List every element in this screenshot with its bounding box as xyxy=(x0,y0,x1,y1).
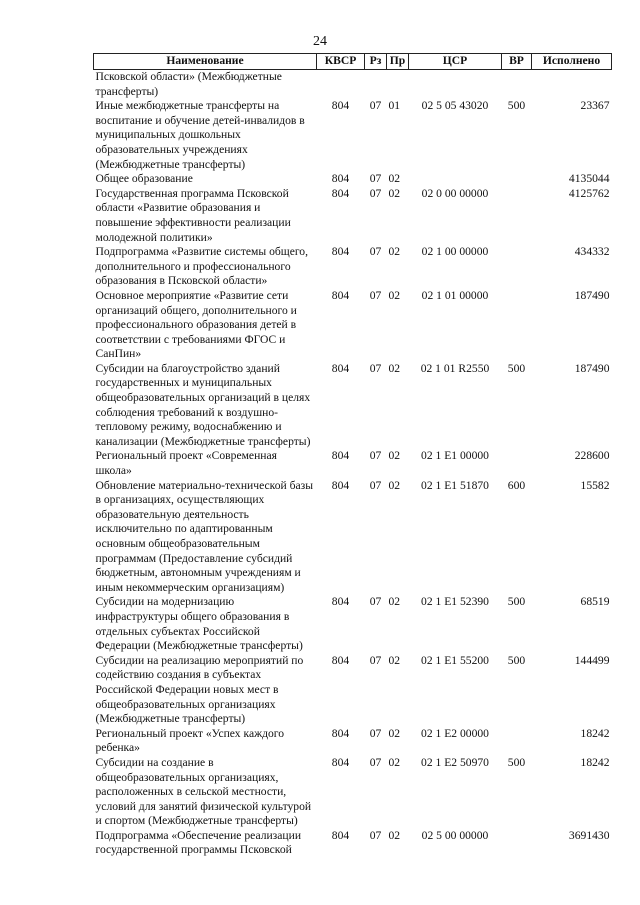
cell-pr: 02 xyxy=(388,478,401,492)
cell-pr: 02 xyxy=(388,361,401,375)
cell-vr xyxy=(502,245,532,289)
cell-amount: 434332 xyxy=(574,245,610,259)
cell-rz: 07 xyxy=(369,653,382,667)
cell-pr: 02 xyxy=(388,172,401,186)
cell-name: Субсидии на реализацию мероприятий по содействию создания в субъектах Российской Федерации новых мест в общеобразовательных организациях (Межбюджетные трансферты) xyxy=(95,653,304,726)
cell-vr: 600 xyxy=(507,478,526,492)
cell-name: Государственная программа Псковской области «Развитие образования и повышение эффективности реализации молодежной политики» xyxy=(95,186,291,244)
cell-rz: 07 xyxy=(369,595,382,609)
cell-rz: 07 xyxy=(369,361,382,375)
cell-csr xyxy=(409,172,502,187)
table-row xyxy=(94,70,612,100)
cell-csr: 02 1 01 00000 xyxy=(421,288,489,302)
cell-amount: 68519 xyxy=(580,595,610,609)
cell-kvsr: 804 xyxy=(331,478,350,492)
cell-kvsr: 804 xyxy=(331,449,350,463)
cell-rz: 07 xyxy=(369,726,382,740)
table-body xyxy=(94,70,612,859)
table-row xyxy=(94,362,612,450)
table-row xyxy=(94,727,612,756)
cell-amount: 187490 xyxy=(574,288,610,302)
page-number: 24 xyxy=(313,34,327,49)
cell-rz: 07 xyxy=(369,828,382,842)
cell-rz: 07 xyxy=(369,245,382,259)
cell-kvsr: 804 xyxy=(331,595,350,609)
cell-name: Субсидии на благоустройство зданий государственных и муниципальных общеобразовательных организаций в целях соблюдения требований к воздушно-тепловому режиму, водоснабжению и канализации (Межбюджетные трансферты) xyxy=(95,361,311,448)
header-csr: ЦСР xyxy=(409,54,502,70)
cell-kvsr: 804 xyxy=(331,828,350,842)
cell-vr: 500 xyxy=(507,361,526,375)
cell-vr: 500 xyxy=(507,755,526,769)
table-row xyxy=(94,595,612,653)
cell-pr: 02 xyxy=(388,595,401,609)
cell-csr: 02 1 E1 00000 xyxy=(421,449,489,463)
cell-vr xyxy=(502,172,532,187)
header-name: Наименование xyxy=(94,54,317,70)
cell-amount: 15582 xyxy=(580,478,610,492)
cell-pr: 02 xyxy=(388,726,401,740)
cell-pr: 02 xyxy=(388,288,401,302)
cell-csr: 02 5 05 43020 xyxy=(421,99,489,113)
table-row xyxy=(94,829,612,858)
table-row xyxy=(94,172,612,187)
cell-csr: 02 1 00 00000 xyxy=(421,245,489,259)
cell-name: Подпрограмма «Развитие системы общего, дополнительного и профессионального образования в Псковской области» xyxy=(95,245,308,288)
header-rz: Рз xyxy=(365,54,387,70)
cell-rz: 07 xyxy=(369,172,382,186)
cell-csr: 02 1 E2 00000 xyxy=(421,726,489,740)
cell-csr: 02 1 E1 55200 xyxy=(421,653,489,667)
cell-csr: 02 1 E1 52390 xyxy=(421,595,489,609)
cell-amount: 18242 xyxy=(580,755,610,769)
header-pr: Пр xyxy=(387,54,409,70)
cell-name: Основное мероприятие «Развитие сети организаций общего, дополнительного и профессионального образования детей в соответствии с требованиями ФГОС и СанПин» xyxy=(95,288,297,361)
table-row xyxy=(94,449,612,478)
cell-vr xyxy=(502,829,532,858)
cell-csr: 02 5 00 00000 xyxy=(421,828,489,842)
cell-vr xyxy=(502,727,532,756)
cell-vr: 500 xyxy=(507,99,526,113)
cell-name: Обновление материально-технической базы в организациях, осуществляющих образовательную деятельность исключительно по адаптированным основным общеобразовательным программам (Предоставление субсидий бюджетным, автономным учреждениям и иным некоммерческим организациям) xyxy=(95,478,314,594)
cell-kvsr: 804 xyxy=(331,288,350,302)
cell-amount: 4125762 xyxy=(568,186,610,200)
cell-name: Подпрограмма «Обеспечение реализации государственной программы Псковской xyxy=(95,828,302,857)
budget-table xyxy=(93,53,612,858)
table-row xyxy=(94,654,612,727)
cell-amount: 3691430 xyxy=(568,828,610,842)
cell-csr: 02 1 E2 50970 xyxy=(421,755,489,769)
cell-rz: 07 xyxy=(369,478,382,492)
table-row xyxy=(94,756,612,829)
cell-vr: 500 xyxy=(507,653,526,667)
cell-amount: 18242 xyxy=(580,726,610,740)
cell-name: Субсидии на создание в общеобразовательных организациях, расположенных в сельской местности, условий для занятий физической культурой и спортом (Межбюджетные трансферты) xyxy=(95,755,312,828)
cell-kvsr: 804 xyxy=(331,245,350,259)
cell-amount: 187490 xyxy=(574,361,610,375)
cell-amount: 23367 xyxy=(580,99,610,113)
cell-rz: 07 xyxy=(369,755,382,769)
cell-rz: 07 xyxy=(369,449,382,463)
cell-kvsr: 804 xyxy=(331,755,350,769)
cell-kvsr xyxy=(317,70,365,100)
cell-amount: 228600 xyxy=(574,449,610,463)
cell-name: Субсидии на модернизацию инфраструктуры общего образования в отдельных субъектах Российской Федерации (Межбюджетные трансферты) xyxy=(95,595,303,653)
cell-pr: 02 xyxy=(388,653,401,667)
cell-name: Региональный проект «Успех каждого ребенка» xyxy=(95,726,285,755)
cell-vr xyxy=(502,449,532,478)
cell-kvsr: 804 xyxy=(331,99,350,113)
table-row xyxy=(94,187,612,245)
cell-vr xyxy=(502,70,532,100)
cell-name: Псковской области» (Межбюджетные трансферты) xyxy=(95,70,282,98)
cell-amount: 144499 xyxy=(574,653,610,667)
header-amount: Исполнено xyxy=(532,54,612,70)
table-row xyxy=(94,479,612,596)
cell-kvsr: 804 xyxy=(331,726,350,740)
cell-kvsr: 804 xyxy=(331,653,350,667)
table-header-row xyxy=(94,54,612,70)
cell-csr: 02 1 E1 51870 xyxy=(421,478,489,492)
table-row xyxy=(94,289,612,362)
cell-pr: 01 xyxy=(388,99,401,113)
cell-rz: 07 xyxy=(369,99,382,113)
cell-name: Общее образование xyxy=(95,172,193,186)
cell-amount: 4135044 xyxy=(568,172,610,186)
cell-pr: 02 xyxy=(388,245,401,259)
cell-csr: 02 0 00 00000 xyxy=(421,186,489,200)
cell-vr xyxy=(502,289,532,362)
table-row xyxy=(94,99,612,172)
cell-kvsr: 804 xyxy=(331,361,350,375)
cell-amount xyxy=(532,70,612,100)
cell-vr: 500 xyxy=(507,595,526,609)
cell-rz: 07 xyxy=(369,186,382,200)
cell-pr: 02 xyxy=(388,755,401,769)
cell-csr: 02 1 01 R2550 xyxy=(420,361,490,375)
cell-kvsr: 804 xyxy=(331,186,350,200)
cell-pr: 02 xyxy=(388,449,401,463)
cell-kvsr: 804 xyxy=(331,172,350,186)
cell-pr: 02 xyxy=(388,186,401,200)
cell-pr xyxy=(387,70,409,100)
cell-rz: 07 xyxy=(369,288,382,302)
cell-name: Иные межбюджетные трансферты на воспитание и обучение детей-инвалидов в муниципальных дошкольных образовательных учреждениях (Межбюджетные трансферты) xyxy=(95,99,305,171)
cell-pr: 02 xyxy=(388,828,401,842)
cell-csr xyxy=(409,70,502,100)
cell-vr xyxy=(502,187,532,245)
table-row xyxy=(94,245,612,289)
cell-name: Региональный проект «Современная школа» xyxy=(95,449,277,478)
cell-rz xyxy=(365,70,387,100)
header-kvsr: КВСР xyxy=(317,54,365,70)
header-vr: ВР xyxy=(502,54,532,70)
